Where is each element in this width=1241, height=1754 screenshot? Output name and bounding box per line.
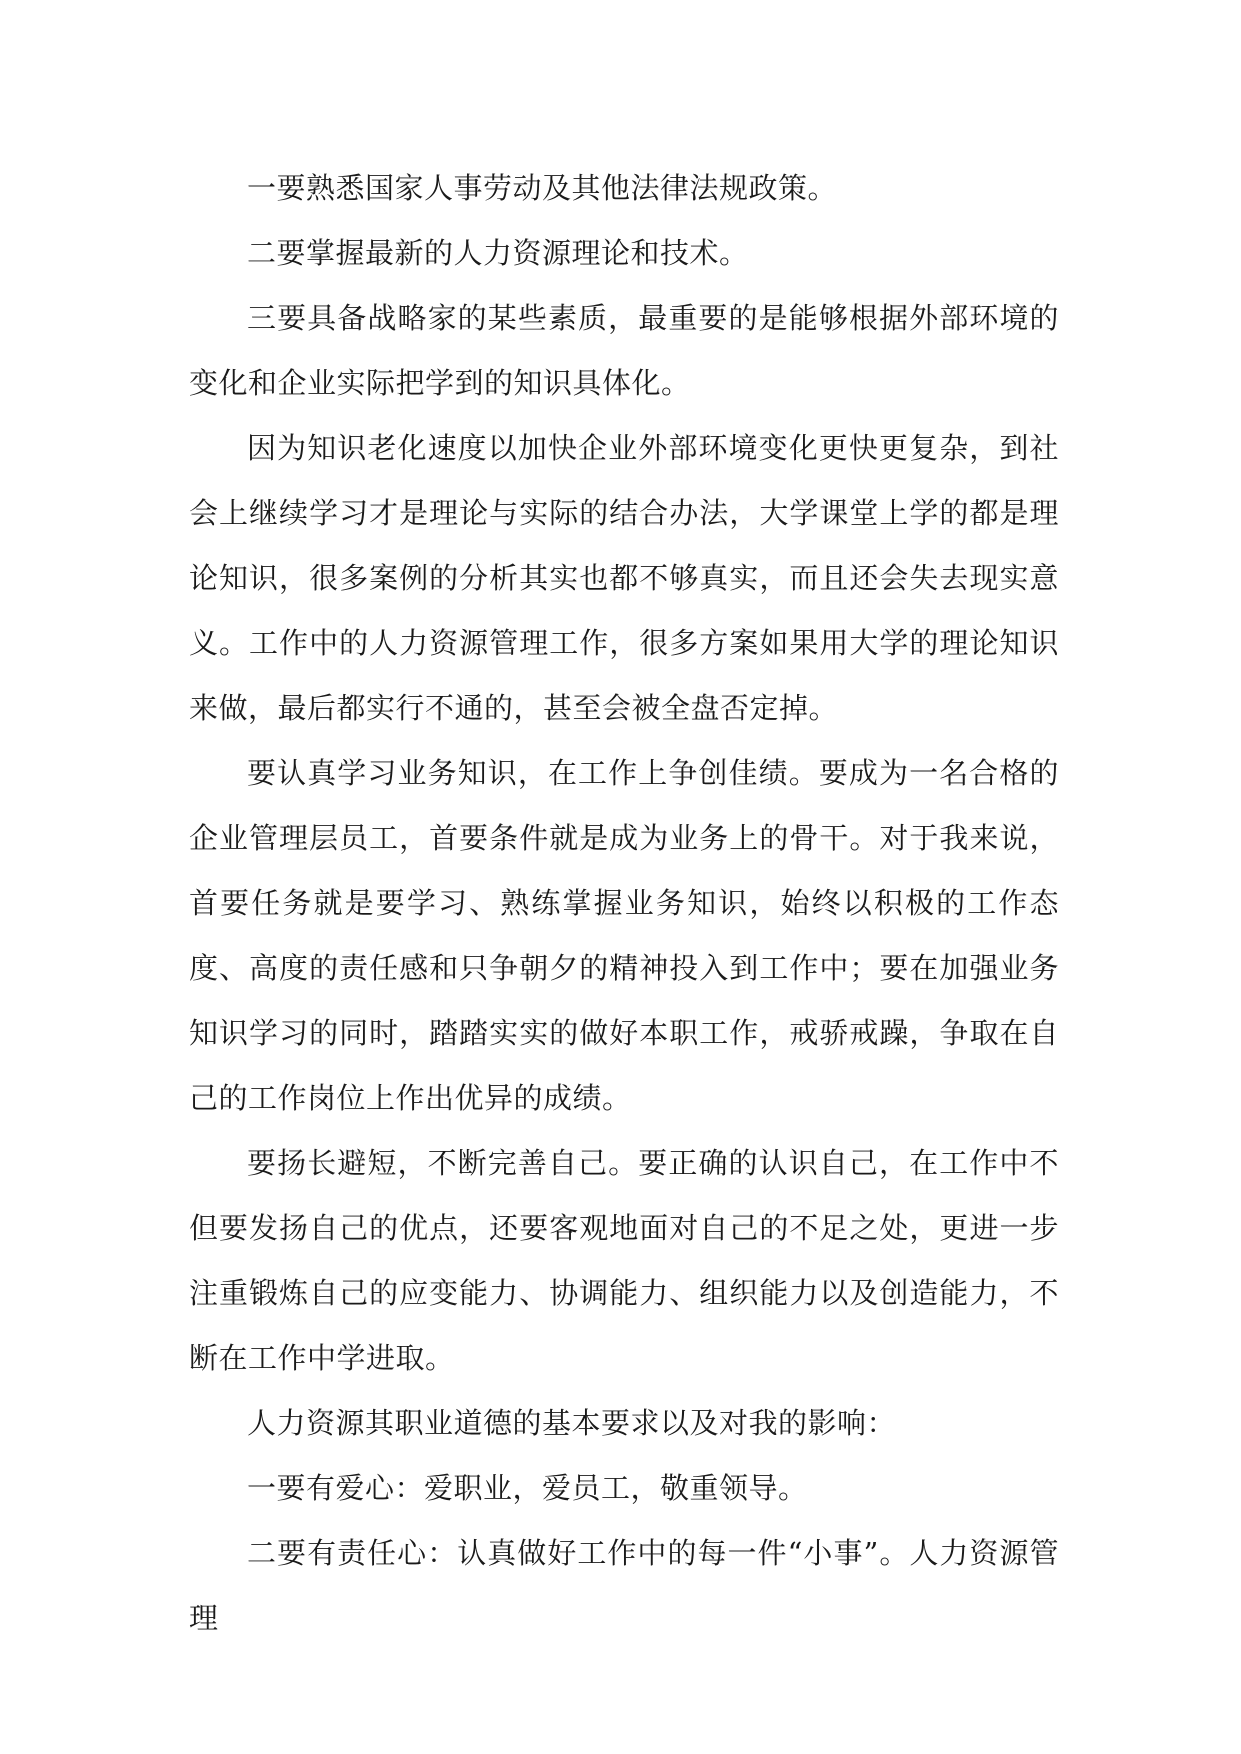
document-body [189,156,1059,1651]
paragraph-5: 要认真学习业务知识，在工作上争创佳绩。要成为一名合格的企业管理层员工，首要条件就是成为业务上的骨干。对于我来说，首要任务就是要学习、熟练掌握业务知识，始终以积极的工作态度、高度的责任感和只争朝夕的精神投入到工作中；要在加强业务知识学习的同时，踏踏实实的做好本职工作，戒骄戒躁，争取在自己的工作岗位上作出优异的成绩。 [189,756,1059,1115]
paragraph-9: 二要有责任心：认真做好工作中的每一件“小事”。人力资源管理 [189,1536,1059,1635]
paragraph-2: 二要掌握最新的人力资源理论和技术。 [247,236,749,270]
paragraph-8: 一要有爱心：爱职业，爱员工，敬重领导。 [247,1471,808,1505]
paragraph-6: 要扬长避短，不断完善自己。要正确的认识自己，在工作中不但要发扬自己的优点，还要客观地面对自己的不足之处，更进一步注重锻炼自己的应变能力、协调能力、组织能力以及创造能力，不断在工作中学进取。 [189,1146,1059,1375]
paragraph-3: 三要具备战略家的某些素质，最重要的是能够根据外部环境的变化和企业实际把学到的知识具体化。 [189,301,1059,400]
paragraph-4: 因为知识老化速度以加快企业外部环境变化更快更复杂，到社会上继续学习才是理论与实际的结合办法，大学课堂上学的都是理论知识，很多案例的分析其实也都不够真实，而且还会失去现实意义。工作中的人力资源管理工作，很多方案如果用大学的理论知识来做，最后都实行不通的，甚至会被全盘否定掉。 [189,431,1059,725]
paragraph-1: 一要熟悉国家人事劳动及其他法律法规政策。 [247,171,838,205]
paragraph-7: 人力资源其职业道德的基本要求以及对我的影响： [247,1406,897,1440]
